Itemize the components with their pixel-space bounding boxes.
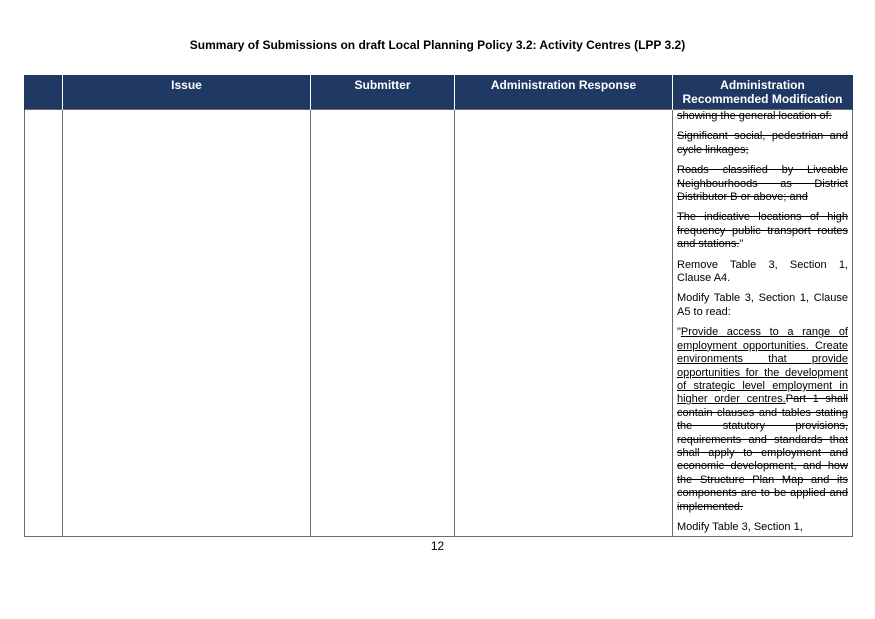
modification-inserted-text: Provide access to a range of employment opportunities. Create environments that provide opportunities for the development of strategic level employment in higher order centres. [677, 326, 848, 406]
modification-deleted-text: Part 1 shall contain clauses and tables stating the statutory provisions, requirements and standards that shall apply to employment and economic development, and how the Structure Plan Map and its components are to be applied and implemented. [677, 393, 848, 513]
table-row [25, 110, 853, 537]
opening-quote: " [677, 326, 681, 339]
modification-paragraph-7 [677, 326, 848, 514]
cell-issue [63, 110, 311, 537]
header-recommended-modification: Administration Recommended Modification [673, 75, 853, 110]
modification-paragraph-4 [677, 211, 848, 251]
header-submitter: Submitter [311, 75, 455, 110]
table-header-row [25, 75, 853, 110]
header-administration-response: Administration Response [455, 75, 673, 110]
cell-submitter [311, 110, 455, 537]
closing-quote: " [739, 238, 744, 251]
modification-paragraph-8: Modify Table 3, Section 1, [677, 520, 803, 533]
modification-paragraph-1: showing the general location of: [677, 110, 832, 122]
submissions-table [24, 75, 853, 537]
header-number [25, 75, 63, 110]
cell-recommended-modification [673, 110, 853, 537]
page-number: 12 [430, 539, 445, 553]
cell-number [25, 110, 63, 537]
document-title: Summary of Submissions on draft Local Planning Policy 3.2: Activity Centres (LPP 3.2) [189, 38, 686, 52]
modification-paragraph-2: Significant social, pedestrian and cycle linkages; [677, 130, 848, 156]
modification-paragraph-3: Roads classified by Liveable Neighbourhoods as District Distributor B or above; and [677, 164, 848, 204]
modification-paragraph-5: Remove Table 3, Section 1, Clause A4. [677, 258, 848, 285]
modification-paragraph-6: Modify Table 3, Section 1, Clause A5 to read: [677, 292, 848, 318]
header-issue: Issue [63, 75, 311, 110]
modification-struck-text: The indicative locations of high frequency public transport routes and stations. [677, 211, 848, 251]
cell-administration-response [455, 110, 673, 537]
